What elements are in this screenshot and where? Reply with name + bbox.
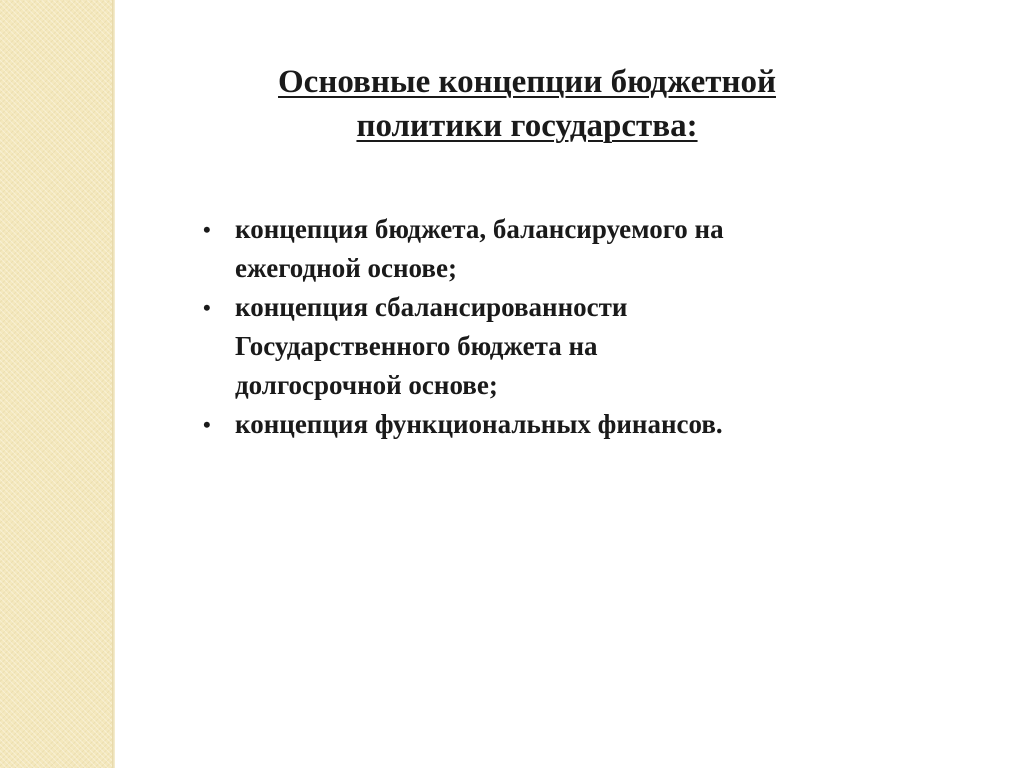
slide-title: [130, 60, 924, 148]
bullet-item: [200, 288, 900, 405]
bullet-text: долгосрочной основе;: [235, 370, 498, 400]
bullet-dot-icon: •: [203, 295, 211, 320]
title-line-2: политики государства:: [356, 108, 698, 144]
bullet-text: ежегодной основе;: [235, 253, 457, 283]
bullet-text: концепция функциональных финансов.: [235, 409, 723, 439]
bullet-dot-icon: •: [203, 412, 211, 437]
bullet-text: концепция бюджета, балансируемого на: [235, 214, 724, 244]
bullet-item: [200, 405, 900, 444]
bullet-text: Государственного бюджета на: [235, 331, 598, 361]
bullet-item: [200, 210, 900, 288]
side-stripe-edge: [112, 0, 115, 768]
bullet-dot-icon: •: [203, 217, 211, 242]
decorative-side-stripe: [0, 0, 112, 768]
title-line-1: Основные концепции бюджетной: [278, 64, 776, 100]
bullet-list: [200, 210, 900, 444]
bullet-text: концепция сбалансированности: [235, 292, 628, 322]
